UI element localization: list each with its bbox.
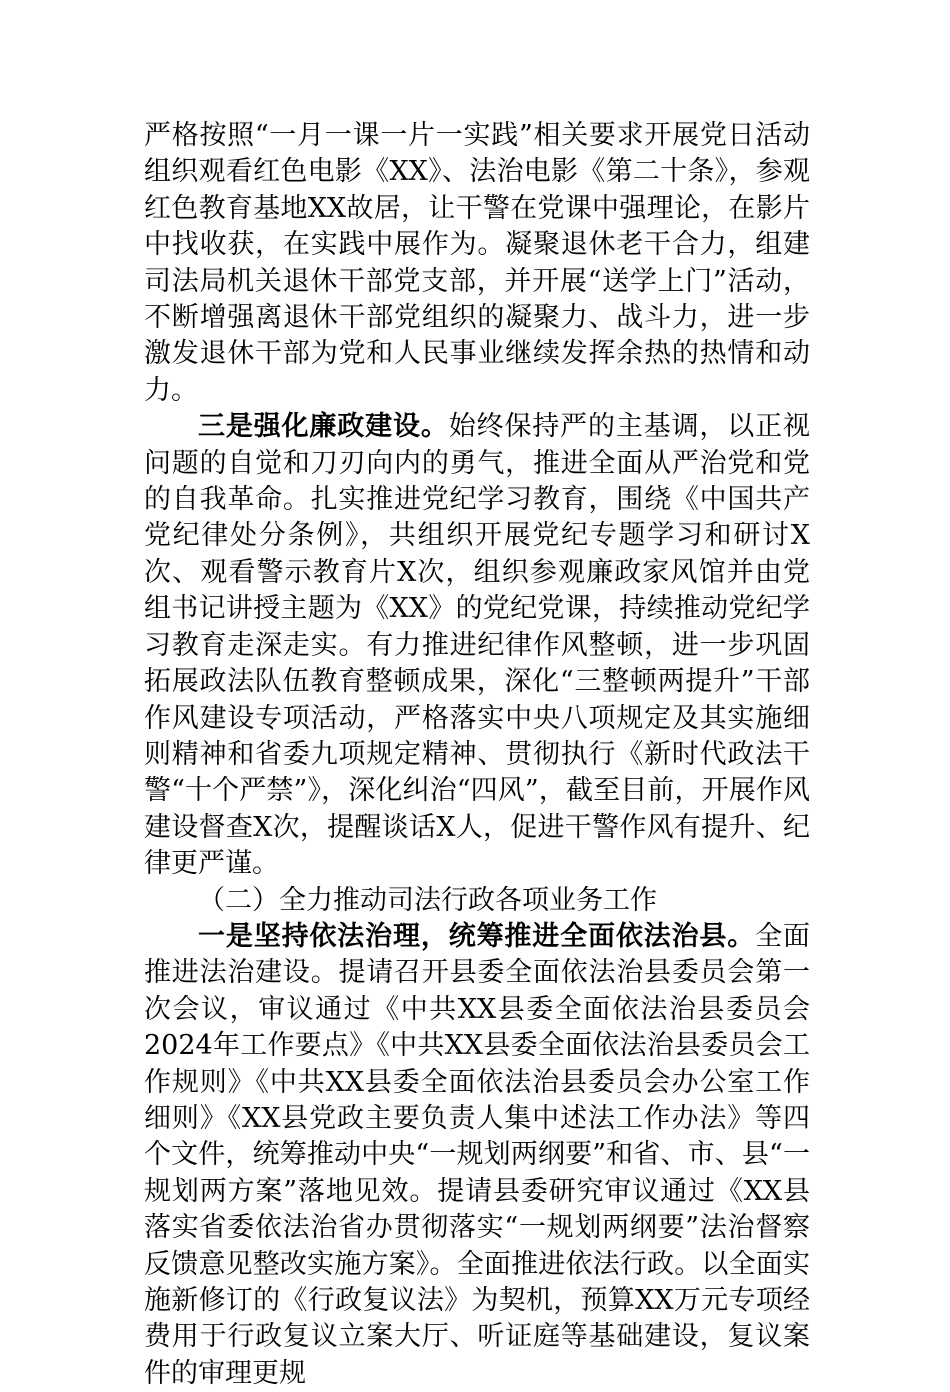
paragraph-rule-of-law: [144, 919, 810, 1392]
paragraph-text: 严格按照“一月一课一片一实践”相关要求开展党日活动组织观看红色电影《XX》、法治电影《第二十条》，参观红色教育基地XX故居，让干警在党课中强理论，在影片中找收获，在实践中展作为。凝聚退休老干合力，组建司法局机关退休干部党支部，并开展“送学上门”活动，不断增强离退休干部党组织的凝聚力、战斗力，进一步激发退休干部为党和人民事业继续发挥余热的热情和动力。: [144, 120, 810, 406]
paragraph-lead: 三是强化廉政建设。: [198, 411, 449, 443]
paragraph-lead: 一是坚持依法治理，统筹推进全面依法治县。: [198, 920, 756, 952]
paragraph-party-day: [144, 118, 810, 409]
section-heading: （二）全力推动司法行政各项业务工作: [198, 884, 657, 916]
document-page: [144, 118, 810, 1392]
paragraph-text: 全面推进法治建设。提请召开县委全面依法治县委员会第一次会议，审议通过《中共XX县委全面依法治县委员会2024年工作要点》《中共XX县委全面依法治县委员会工作规则》《中共XX县委全面依法治县委员会办公室工作细则》《XX县党政主要负责人集中述法工作办法》等四个文件，统筹推动中央“一规划两纲要”和省、市、县“一规划两方案”落地见效。提请县委研究审议通过《XX县落实省委依法治省办贯彻落实“一规划两纲要”法治督察反馈意见整改实施方案》。全面推进依法行政。以全面实施新修订的《行政复议法》为契机，预算XX万元专项经费用于行政复议立案大厅、听证庭等基础建设，复议案件的审理更规: [144, 920, 811, 1389]
paragraph-integrity: [144, 409, 810, 882]
paragraph-text: 始终保持严的主基调，以正视问题的自觉和刀刃向内的勇气，推进全面从严治党和党的自我革命。扎实推进党纪学习教育，围绕《中国共产党纪律处分条例》，共组织开展党纪专题学习和研讨X次、观看警示教育片X次，组织参观廉政家风馆并由党组书记讲授主题为《XX》的党纪党课，持续推动党纪学习教育走深走实。有力推进纪律作风整顿，进一步巩固拓展政法队伍教育整顿成果，深化“三整顿两提升”干部作风建设专项活动，严格落实中央八项规定及其实施细则精神和省委九项规定精神、贯彻执行《新时代政法干警“十个严禁”》，深化纠治“四风”，截至目前，开展作风建设督查X次，提醒谈话X人，促进干警作风有提升、纪律更严谨。: [144, 411, 811, 880]
